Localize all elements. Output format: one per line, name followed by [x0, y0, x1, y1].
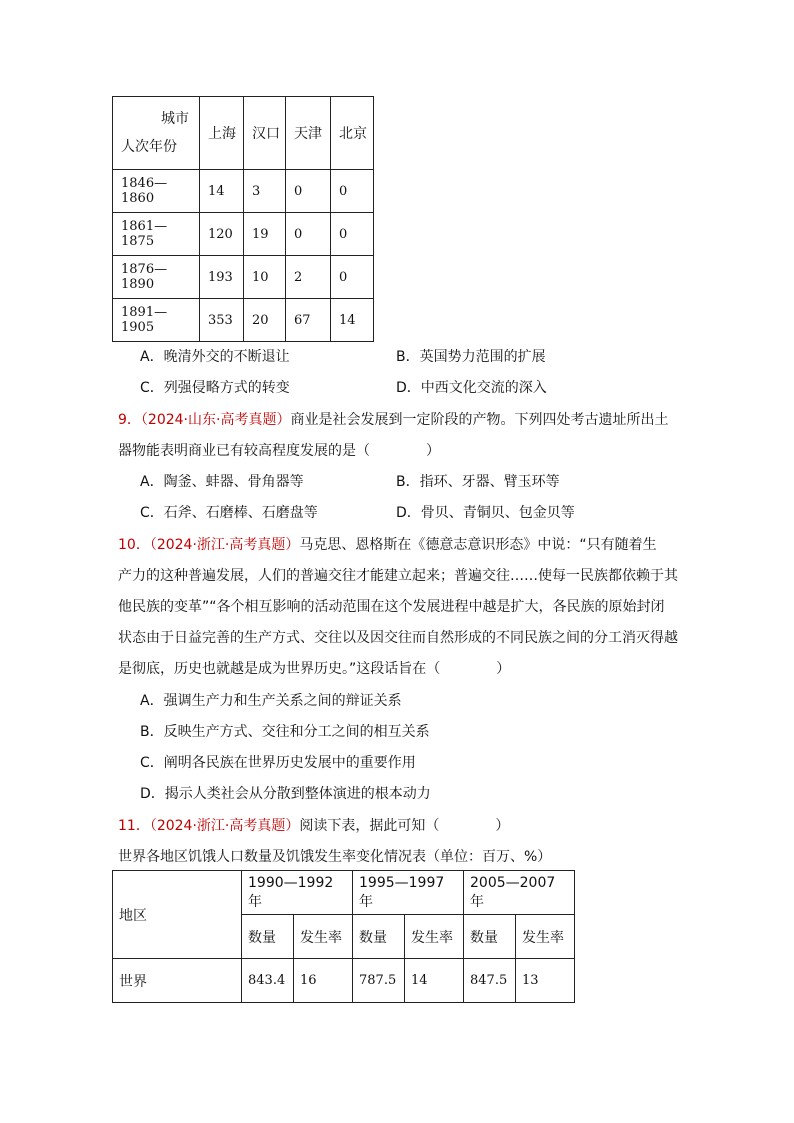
- value-cell: 0: [286, 170, 331, 213]
- question-number: 11．: [118, 818, 150, 834]
- city-header: 上海: [200, 97, 244, 170]
- q8-option-d: D．中西文化交流的深入: [396, 380, 547, 396]
- count-header: 数量: [242, 915, 294, 959]
- q10-stem-line5: 是彻底，历史也就越是成为世界历史。”这段话旨在（ ）: [118, 661, 511, 677]
- q10-option-b: B．反映生产方式、交往和分工之间的相互关系: [140, 724, 430, 740]
- value-cell: 14: [405, 959, 464, 1003]
- question-text: 阅读下表，据此可知（ ）: [299, 818, 510, 834]
- q10-option-c: C．阐明各民族在世界历史发展中的重要作用: [140, 755, 416, 771]
- city-visits-table: [112, 96, 374, 342]
- q10-stem-line4: 状态由于日益完善的生产方式、交往以及因交往而自然形成的不同民族之间的分工消灭得越: [118, 630, 678, 646]
- hunger-table: [112, 870, 575, 1003]
- value-cell: 193: [200, 256, 244, 299]
- region-cell: 世界: [113, 959, 242, 1003]
- question-source: （2024·浙江·高考真题）: [149, 537, 300, 553]
- region-header: 地区: [113, 871, 242, 959]
- value-cell: 13: [516, 959, 575, 1003]
- value-cell: 843.4: [242, 959, 294, 1003]
- table-row: [113, 170, 374, 213]
- value-cell: 14: [200, 170, 244, 213]
- q9-option-c: C．石斧、石磨棒、石磨盘等: [140, 505, 318, 521]
- value-cell: 10: [244, 256, 286, 299]
- q8-option-a: A．晚清外交的不断退让: [140, 349, 290, 365]
- table-row: [113, 299, 374, 342]
- value-cell: 353: [200, 299, 244, 342]
- q8-option-c: C．列强侵略方式的转变: [140, 380, 290, 396]
- value-cell: 16: [294, 959, 353, 1003]
- q9-stem-line1: [118, 409, 668, 429]
- count-header: 数量: [464, 915, 516, 959]
- q10-stem-line1: [118, 534, 657, 554]
- period-cell: 1846—1860: [113, 170, 200, 213]
- value-cell: 0: [286, 213, 331, 256]
- q8-option-b: B．英国势力范围的扩展: [396, 349, 546, 365]
- table-row: [113, 256, 374, 299]
- rate-header: 发生率: [405, 915, 464, 959]
- value-cell: 787.5: [353, 959, 405, 1003]
- city-header: 北京: [331, 97, 374, 170]
- period-header: 1990—1992 年: [242, 871, 353, 915]
- value-cell: 120: [200, 213, 244, 256]
- city-header: 天津: [286, 97, 331, 170]
- q10-stem-line3: 他民族的变革”“各个相互影响的活动范围在这个发展进程中越是扩大，各民族的原始封闭: [118, 599, 665, 615]
- question-source: （2024·浙江·高考真题）: [149, 818, 300, 834]
- city-header: 汉口: [244, 97, 286, 170]
- q10-stem-line2: 产力的这种普遍发展，人们的普遍交往才能建立起来；普遍交往……使每一民族都依赖于其: [118, 568, 678, 584]
- q10-option-d: D．揭示人类社会从分散到整体演进的根本动力: [140, 786, 431, 802]
- period-header: 2005—2007 年: [464, 871, 575, 915]
- rate-header: 发生率: [294, 915, 353, 959]
- value-cell: 2: [286, 256, 331, 299]
- q9-stem-line2: 器物能表明商业已有较高程度发展的是（ ）: [118, 443, 440, 459]
- value-cell: 20: [244, 299, 286, 342]
- question-source: （2024·山东·高考真题）: [140, 412, 291, 428]
- period-cell: 1861—1875: [113, 213, 200, 256]
- value-cell: 67: [286, 299, 331, 342]
- value-cell: 19: [244, 213, 286, 256]
- question-text: 马克思、恩格斯在《德意志意识形态》中说：“只有随着生: [299, 537, 657, 553]
- q11-stem-line1: [118, 815, 509, 835]
- period-cell: 1891—1905: [113, 299, 200, 342]
- q10-option-a: A．强调生产力和生产关系之间的辩证关系: [140, 693, 402, 709]
- value-cell: 0: [331, 256, 374, 299]
- question-number: 10．: [118, 537, 150, 553]
- rate-header: 发生率: [516, 915, 575, 959]
- q11-table-caption: 世界各地区饥饿人口数量及饥饿发生率变化情况表（单位：百万、%）: [118, 849, 552, 865]
- table-header-row: [113, 97, 374, 170]
- value-cell: 3: [244, 170, 286, 213]
- table-row: [113, 959, 575, 1003]
- value-cell: 14: [331, 299, 374, 342]
- count-header: 数量: [353, 915, 405, 959]
- question-number: 9．: [118, 412, 141, 428]
- q9-option-d: D．骨贝、青铜贝、包金贝等: [396, 505, 575, 521]
- q9-option-b: B．指环、牙器、臂玉环等: [396, 474, 560, 490]
- question-text: 商业是社会发展到一定阶段的产物。下列四处考古遗址所出土: [290, 412, 669, 428]
- header-year-label: 人次年份: [121, 139, 177, 155]
- header-city-label: 城市: [161, 111, 189, 127]
- value-cell: 0: [331, 213, 374, 256]
- table-row: [113, 213, 374, 256]
- period-header: 1995—1997 年: [353, 871, 464, 915]
- value-cell: 0: [331, 170, 374, 213]
- q9-option-a: A．陶釜、蚌器、骨角器等: [140, 474, 304, 490]
- value-cell: 847.5: [464, 959, 516, 1003]
- period-cell: 1876—1890: [113, 256, 200, 299]
- table-header-row: [113, 871, 575, 915]
- diagonal-header-cell: [113, 97, 200, 170]
